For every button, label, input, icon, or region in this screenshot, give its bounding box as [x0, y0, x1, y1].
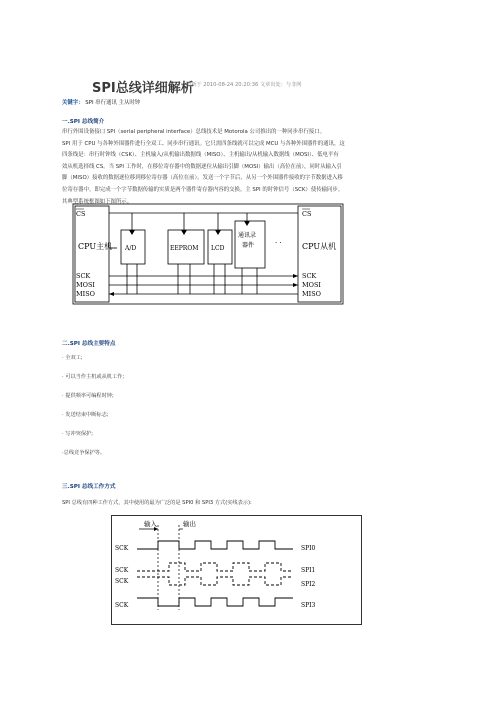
- mosi-label-slave: MOSI: [302, 281, 322, 289]
- mode-spi3: SPI3: [301, 602, 316, 609]
- section1-line: 串行外围设备接口 SPI（serial peripheral interface）总线技术是 Motorola 公司推出的一种同步串行接口。: [62, 129, 326, 135]
- keywords-label: 关键字：: [62, 100, 84, 106]
- ad-label: A/D: [125, 245, 137, 252]
- miso-label-slave: MISO: [302, 290, 322, 298]
- output-label: 输出: [183, 520, 196, 528]
- sck-label-2: SCK: [115, 567, 129, 574]
- keywords-line: [62, 98, 140, 106]
- other-label-2: 器件: [242, 242, 255, 249]
- section1-line: 脚（MISO）接收的数据逐位移到移位寄存器（高位在前）。发送一个字节后，从另一个外围器件接收的字节数据进入移: [62, 175, 343, 182]
- spi3-waveform: [137, 598, 293, 606]
- spi2-waveform: [137, 577, 293, 585]
- mosi-label-main: MOSI: [76, 281, 96, 289]
- spi-system-diagram: [72, 203, 344, 305]
- section3-intro: SPI 总线有四种工作方式，其中使用的最为广泛的是 SPI0 和 SPI3 方式(实线表示):: [62, 500, 252, 506]
- section1-line: 效从机选择线 CS。当 SPI 工作时，在移位寄存器中的数据逐位从输出引脚（MOSI）输出（高位在前），同时从输入引: [62, 163, 342, 170]
- mode-spi1: SPI1: [301, 567, 316, 574]
- miso-label-main: MISO: [76, 290, 96, 298]
- mode-spi2: SPI2: [301, 581, 316, 588]
- section1-body: [62, 127, 432, 208]
- section3-heading: 三.SPI 总线工作方式: [62, 484, 116, 490]
- feature-item: · 提供频率可编程时钟;: [62, 393, 114, 399]
- spi0-waveform: [137, 541, 293, 549]
- feature-item: ·总线竞争保护等。: [62, 450, 106, 456]
- cs-label-main: CS: [76, 210, 86, 218]
- input-label: 输入: [144, 520, 157, 528]
- lcd-label: LCD: [211, 245, 225, 252]
- feature-item: · 发送结束中断标志;: [62, 412, 109, 418]
- cpu-slave-label: CPU从机: [302, 242, 337, 251]
- ellipsis-label: · ·: [275, 239, 282, 247]
- article-meta: 更新于 2010-08-24 20:20:36 文章出处：与非网: [186, 82, 302, 88]
- section1-line: 位寄存器中。即完成一个字节数据传输的实质是两个器件寄存器内容的交换。主 SPI 的时钟信号（SCK）使传输同步。: [62, 186, 344, 193]
- feature-item: · 写冲突保护;: [62, 431, 93, 437]
- sck-label-4: SCK: [115, 602, 129, 609]
- feature-item: · 可以当作主机或从机工作;: [62, 374, 125, 380]
- section1-line: 其典型系统框图如下图所示。: [62, 198, 133, 205]
- section1-line: SPI 用于 CPU 与各种外围器件进行全双工、同步串行通讯。它只需四条线就可以完成 MCU 与各种外围器件的通讯，这: [62, 140, 345, 147]
- feature-item: · 全双工;: [62, 355, 83, 361]
- eeprom-label: EEPROM: [170, 245, 199, 252]
- sck-label-1: SCK: [115, 545, 129, 552]
- section2-heading: 二.SPI 总线主要特点: [62, 341, 116, 347]
- cs-label-slave: CS: [302, 210, 312, 218]
- spi1-waveform: [137, 563, 293, 571]
- other-label-1: 通讯录: [238, 232, 257, 239]
- sck-label-3: SCK: [115, 578, 129, 585]
- mode-spi0: SPI0: [301, 545, 316, 552]
- cpu-main-label: CPU主机: [78, 242, 113, 251]
- spi-timing-diagram: [111, 515, 362, 625]
- article-title: SPI总线详细解析: [92, 81, 194, 96]
- section1-line: 四条线是：串行时钟线（CSK）、主机输入/从机输出数据线（MISO）、主机输出/从机输入数据线（MOSI）、低电平有: [62, 152, 339, 159]
- sck-label-slave: SCK: [302, 272, 317, 280]
- section1-heading: 一.SPI 总线简介: [62, 119, 105, 125]
- sck-label-main: SCK: [76, 272, 91, 280]
- keywords-value: SPI 串行通讯 主从时钟: [85, 100, 141, 106]
